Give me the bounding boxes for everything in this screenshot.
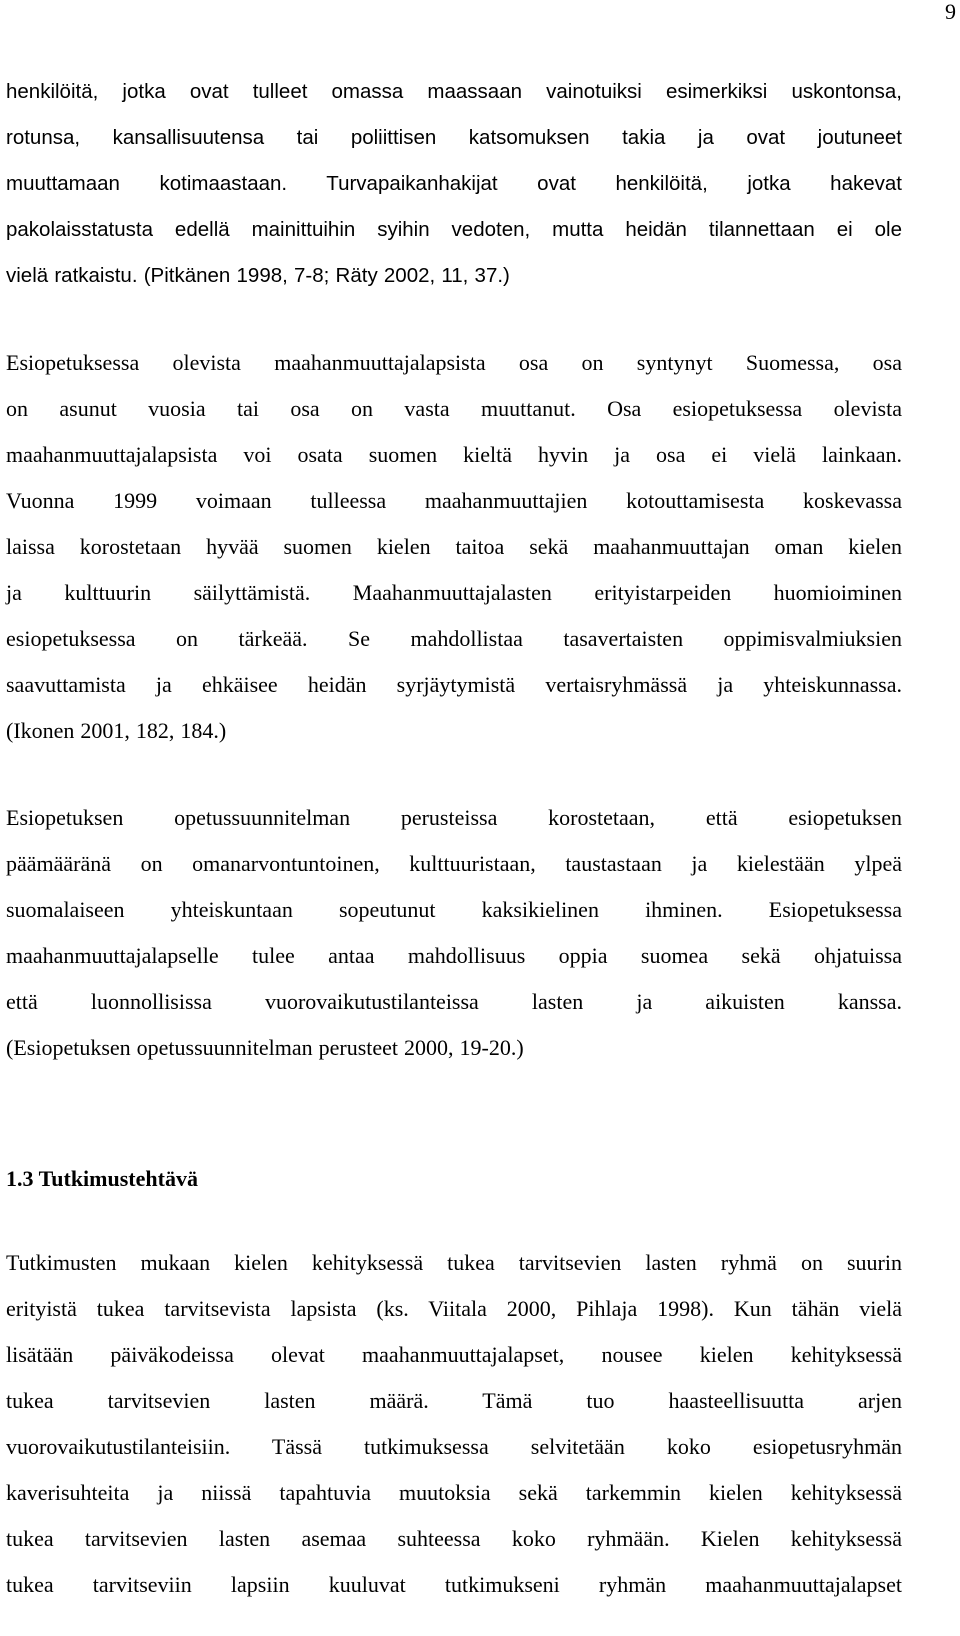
- text-line: Vuonna 1999 voimaan tulleessa maahanmuuttajien kotouttamisesta koskevassa: [6, 488, 902, 513]
- text-line: tukea tarvitseviin lapsiin kuuluvat tutkimukseni ryhmän maahanmuuttajalapset: [6, 1572, 902, 1597]
- text-line: suomalaiseen yhteiskuntaan sopeutunut kaksikielinen ihminen. Esiopetuksessa: [6, 897, 902, 922]
- text-line: lisätään päiväkodeissa olevat maahanmuuttajalapset, nousee kielen kehityksessä: [6, 1342, 902, 1367]
- text-line: vielä ratkaistu. (Pitkänen 1998, 7-8; Räty 2002, 11, 37.): [6, 264, 510, 287]
- text-line: on asunut vuosia tai osa on vasta muuttanut. Osa esiopetuksessa olevista: [6, 396, 902, 421]
- document-body: [6, 69, 902, 1608]
- text-line: saavuttamista ja ehkäisee heidän syrjäytymistä vertaisryhmässä ja yhteiskunnassa.: [6, 672, 902, 697]
- text-line: maahanmuuttajalapsista voi osata suomen kieltä hyvin ja osa ei vielä lainkaan.: [6, 442, 902, 467]
- text-line: esiopetuksessa on tärkeää. Se mahdollistaa tasavertaisten oppimisvalmiuksien: [6, 626, 902, 651]
- text-line: vuorovaikutustilanteisiin. Tässä tutkimuksessa selvitetään koko esiopetusryhmän: [6, 1434, 902, 1459]
- text-line: (Esiopetuksen opetussuunnitelman perusteet 2000, 19-20.): [6, 1035, 524, 1060]
- text-line: Tutkimusten mukaan kielen kehityksessä tukea tarvitsevien lasten ryhmä on suurin: [6, 1250, 902, 1275]
- text-line: rotunsa, kansallisuutensa tai poliittisen katsomuksen takia ja ovat joutuneet: [6, 126, 902, 149]
- text-line: päämääränä on omanarvontuntoinen, kulttuuristaan, taustastaan ja kielestään ylpeä: [6, 851, 902, 876]
- paragraph-curriculum: [6, 795, 902, 1071]
- text-line: Esiopetuksen opetussuunnitelman perusteissa korostetaan, että esiopetuksen: [6, 805, 902, 830]
- text-line: ja kulttuurin säilyttämistä. Maahanmuuttajalasten erityistarpeiden huomioiminen: [6, 580, 902, 605]
- text-line: laissa korostetaan hyvää suomen kielen taitoa sekä maahanmuuttajan oman kielen: [6, 534, 902, 559]
- text-line: muuttamaan kotimaastaan. Turvapaikanhakijat ovat henkilöitä, jotka hakevat: [6, 172, 902, 195]
- text-line: Esiopetuksessa olevista maahanmuuttajalapsista osa on syntynyt Suomessa, osa: [6, 350, 902, 375]
- text-line: (Ikonen 2001, 182, 184.): [6, 718, 227, 743]
- paragraph-refugees: [6, 69, 902, 299]
- text-line: tukea tarvitsevien lasten määrä. Tämä tuo haasteellisuutta arjen: [6, 1388, 902, 1413]
- text-line: erityistä tukea tarvitsevista lapsista (ks. Viitala 2000, Pihlaja 1998). Kun tähän vielä: [6, 1296, 902, 1321]
- paragraph-preschool-immigrants: [6, 340, 902, 754]
- page-number: 9: [945, 0, 956, 24]
- text-line: maahanmuuttajalapselle tulee antaa mahdollisuus oppia suomea sekä ohjatuissa: [6, 943, 902, 968]
- section-heading: 1.3 Tutkimustehtävä: [6, 1166, 198, 1191]
- text-line: henkilöitä, jotka ovat tulleet omassa maassaan vainotuiksi esimerkiksi uskontonsa,: [6, 80, 902, 103]
- paragraph-research-task: [6, 1240, 902, 1608]
- text-line: tukea tarvitsevien lasten asemaa suhteessa koko ryhmään. Kielen kehityksessä: [6, 1526, 902, 1551]
- text-line: kaverisuhteita ja niissä tapahtuvia muutoksia sekä tarkemmin kielen kehityksessä: [6, 1480, 902, 1505]
- text-line: pakolaisstatusta edellä mainittuihin syihin vedoten, mutta heidän tilannettaan ei ole: [6, 218, 902, 241]
- text-line: että luonnollisissa vuorovaikutustilanteissa lasten ja aikuisten kanssa.: [6, 989, 902, 1014]
